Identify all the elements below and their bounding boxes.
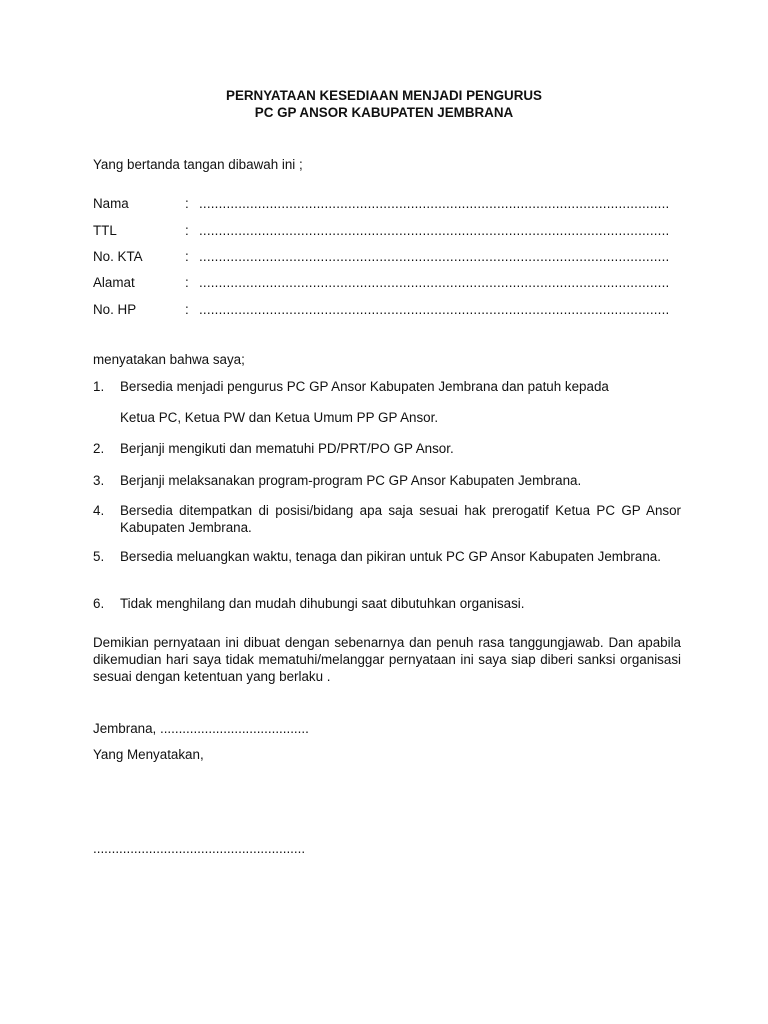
document-title-line2: PC GP ANSOR KABUPATEN JEMBRANA <box>254 105 514 120</box>
list-item-number: 3. <box>93 473 105 488</box>
declaration-intro: menyatakan bahwa saya; <box>93 352 245 367</box>
place-date: Jembrana, ........................................ <box>93 721 309 736</box>
field-nama <box>93 195 683 213</box>
list-item-text-continued: Ketua PC, Ketua PW dan Ketua Umum PP GP Ansor. <box>120 410 439 425</box>
field-label: Nama <box>93 196 129 211</box>
field-dots: ........................................................................................................................ <box>199 275 670 290</box>
field-label: No. KTA <box>93 249 143 264</box>
list-item-number: 5. <box>93 549 105 564</box>
field-dots: ........................................................................................................................ <box>199 302 670 317</box>
field-label: TTL <box>93 223 117 238</box>
list-item-number: 1. <box>93 379 105 394</box>
list-item-number: 4. <box>93 503 105 518</box>
list-item-text: Tidak menghilang dan mudah dihubungi saat dibutuhkan organisasi. <box>120 596 525 611</box>
field-ttl <box>93 222 683 240</box>
signature-line: ......................................................... <box>93 841 306 856</box>
field-colon: : <box>185 223 189 238</box>
field-label: Alamat <box>93 275 135 290</box>
signer-label: Yang Menyatakan, <box>93 747 204 762</box>
closing-paragraph: Demikian pernyataan ini dibuat dengan sebenarnya dan penuh rasa tanggungjawab. Dan apabila dikemudian hari saya tidak mematuhi/melanggar pernyataan ini saya siap diberi sanksi organisasi sesuai dengan ketentuan yang berlaku . <box>93 635 681 684</box>
field-colon: : <box>185 196 189 211</box>
field-no-kta <box>93 248 683 266</box>
field-dots: ........................................................................................................................ <box>199 196 670 211</box>
field-colon: : <box>185 302 189 317</box>
list-item-text: Berjanji mengikuti dan mematuhi PD/PRT/PO GP Ansor. <box>120 441 454 456</box>
field-colon: : <box>185 275 189 290</box>
list-item-number: 2. <box>93 441 105 456</box>
intro-text: Yang bertanda tangan dibawah ini ; <box>93 157 303 172</box>
list-item-text: Berjanji melaksanakan program-program PC GP Ansor Kabupaten Jembrana. <box>120 473 582 488</box>
field-no-hp <box>93 301 683 319</box>
field-dots: ........................................................................................................................ <box>199 223 670 238</box>
list-item-text: Bersedia meluangkan waktu, tenaga dan pikiran untuk PC GP Ansor Kabupaten Jembrana. <box>120 549 661 564</box>
field-label: No. HP <box>93 302 137 317</box>
field-dots: ........................................................................................................................ <box>199 249 670 264</box>
list-item-text: Bersedia ditempatkan di posisi/bidang apa saja sesuai hak prerogatif Ketua PC GP Ansor Kabupaten Jembrana. <box>120 503 681 535</box>
list-item-number: 6. <box>93 596 105 611</box>
list-item-text: Bersedia menjadi pengurus PC GP Ansor Kabupaten Jembrana dan patuh kepada <box>120 379 609 394</box>
field-colon: : <box>185 249 189 264</box>
document-title-line1: PERNYATAAN KESEDIAAN MENJADI PENGURUS <box>226 88 542 103</box>
field-alamat <box>93 274 683 292</box>
